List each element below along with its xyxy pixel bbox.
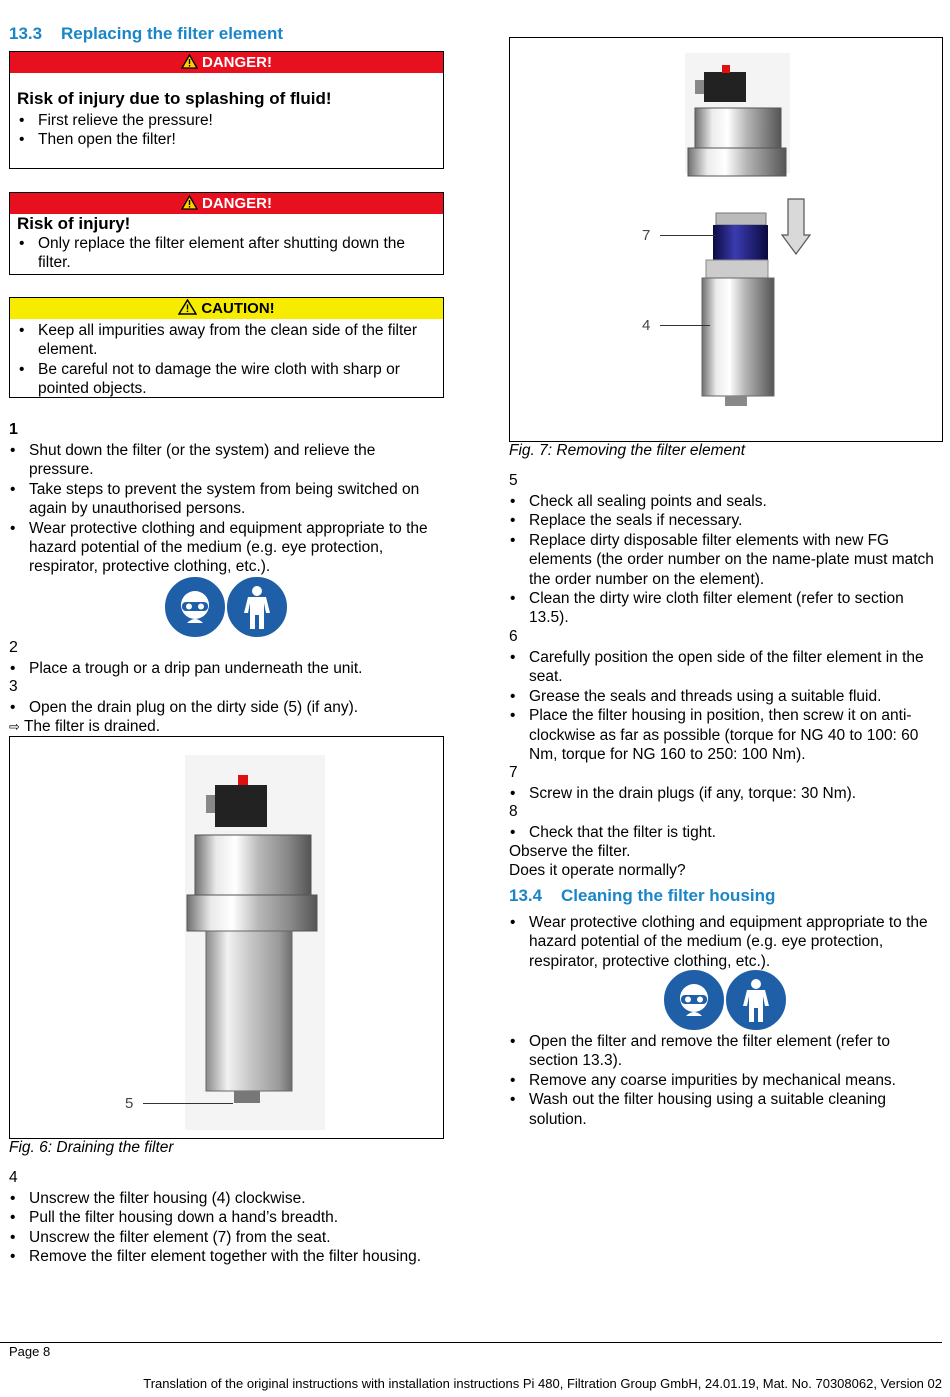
callout-7: 7 xyxy=(642,227,651,244)
ppe-pictograms xyxy=(165,577,287,637)
step-2-list xyxy=(8,659,440,678)
step-number: 5 xyxy=(509,472,518,489)
list-item: • Clean the dirty wire cloth filter element (refer to section 13.5). xyxy=(508,589,940,628)
section-number: 13.3 xyxy=(9,24,43,43)
list-item: • Grease the seals and threads using a suitable fluid. xyxy=(508,687,940,706)
list-item: • Be careful not to damage the wire cloth with sharp or pointed objects. xyxy=(17,360,432,399)
figure-caption: Fig. 6: Draining the filter xyxy=(9,1139,174,1156)
list-item: • Wear protective clothing and equipment appropriate to the hazard potential of the medium (e.g. eye protection, respirator, protective clothing, etc.). xyxy=(508,913,940,971)
callout-leader xyxy=(660,235,716,236)
section-heading-13-3 xyxy=(9,24,283,44)
list-item: • Wear protective clothing and equipment appropriate to the hazard potential of the medium (e.g. eye protection, respirator, protective clothing, etc.). xyxy=(8,519,440,577)
eye-protection-icon xyxy=(664,970,724,1030)
figure-removing-element xyxy=(509,37,943,442)
step-note: Does it operate normally? xyxy=(509,862,686,879)
step-8-list xyxy=(508,823,940,842)
list-item: • Replace dirty disposable filter elements with new FG elements (the order number on the name-plate must match the order number on the element). xyxy=(508,531,940,589)
list-item: • First relieve the pressure! xyxy=(17,111,443,130)
caution-list xyxy=(17,321,432,399)
caution-bar xyxy=(10,298,443,319)
warning-triangle-icon xyxy=(181,54,198,69)
step-number: 1 xyxy=(9,421,18,438)
step-1-list xyxy=(8,441,440,577)
list-item: • Check that the filter is tight. xyxy=(508,823,940,842)
step-6-list xyxy=(508,648,940,764)
danger-bar xyxy=(10,52,443,73)
filter-drain-illustration xyxy=(10,737,443,1138)
list-item: • Open the drain plug on the dirty side (5) (if any). xyxy=(8,698,440,717)
list-item: • Remove the filter element together with the filter housing. xyxy=(8,1247,440,1266)
section-title: Cleaning the filter housing xyxy=(561,886,776,905)
section-title: Replacing the filter element xyxy=(61,24,283,43)
protective-clothing-icon xyxy=(227,577,287,637)
figure-caption: Fig. 7: Removing the filter element xyxy=(509,442,746,459)
warning-triangle-icon xyxy=(181,195,198,210)
eye-protection-icon xyxy=(165,577,225,637)
list-item: • Place a trough or a drip pan underneath the unit. xyxy=(8,659,440,678)
danger-label: DANGER! xyxy=(202,54,272,71)
danger-heading: Risk of injury! xyxy=(17,214,131,233)
caution-notice xyxy=(9,297,444,398)
list-item: • Wash out the filter housing using a suitable cleaning solution. xyxy=(508,1090,940,1129)
step-4-list xyxy=(8,1189,440,1267)
footer-note: Translation of the original instructions with installation instructions Pi 480, Filtration Group GmbH, 24.01.19, Mat. No. 70308062, Version 02 xyxy=(143,1376,942,1391)
step-number: 7 xyxy=(509,764,518,781)
step-note: Observe the filter. xyxy=(509,843,631,860)
list-item: • Replace the seals if necessary. xyxy=(508,511,940,530)
danger-heading: Risk of injury due to splashing of fluid! xyxy=(17,89,332,108)
ppe-pictograms xyxy=(664,970,786,1030)
result-text: The filter is drained. xyxy=(23,718,161,735)
list-item: • Then open the filter! xyxy=(17,130,443,149)
page-number: Page 8 xyxy=(9,1344,51,1359)
callout-leader xyxy=(660,325,710,326)
list-item: • Keep all impurities away from the clean side of the filter element. xyxy=(17,321,432,360)
callout-leader xyxy=(143,1103,233,1104)
step-number: 4 xyxy=(9,1169,18,1186)
step-5-list xyxy=(508,492,940,628)
warning-triangle-icon xyxy=(178,299,197,315)
danger-list xyxy=(17,234,432,273)
list-item: • Open the filter and remove the filter element (refer to section 13.3). xyxy=(508,1032,940,1071)
step-number: 2 xyxy=(9,639,18,656)
step-3-list xyxy=(8,698,440,717)
list-item: • Unscrew the filter housing (4) clockwise. xyxy=(8,1189,440,1208)
list-item: • Pull the filter housing down a hand’s breadth. xyxy=(8,1208,440,1227)
step-result xyxy=(9,717,160,736)
callout-4: 4 xyxy=(642,317,651,334)
callout-5: 5 xyxy=(125,1095,134,1112)
caution-label: CAUTION! xyxy=(201,300,275,317)
list-item: • Remove any coarse impurities by mechanical means. xyxy=(508,1071,940,1090)
danger-notice-injury xyxy=(9,192,444,275)
filter-removal-illustration xyxy=(510,38,942,441)
list-item: • Unscrew the filter element (7) from the seat. xyxy=(8,1228,440,1247)
footer-divider xyxy=(0,1342,942,1343)
list-item: • Only replace the filter element after shutting down the filter. xyxy=(17,234,432,273)
step-number: 3 xyxy=(9,678,18,695)
step-number: 8 xyxy=(509,803,518,820)
danger-notice-splashing xyxy=(9,51,444,169)
result-arrow-icon: ⇨ xyxy=(9,719,20,734)
step-7-list xyxy=(508,784,940,803)
section-13-4-intro-list xyxy=(508,913,940,971)
section-heading-13-4 xyxy=(509,886,775,906)
danger-label: DANGER! xyxy=(202,195,272,212)
list-item: • Shut down the filter (or the system) and relieve the pressure. xyxy=(8,441,440,480)
step-number: 6 xyxy=(509,628,518,645)
section-13-4-list xyxy=(508,1032,940,1129)
danger-bar xyxy=(10,193,443,214)
figure-draining-filter xyxy=(9,736,444,1139)
list-item: • Screw in the drain plugs (if any, torque: 30 Nm). xyxy=(508,784,940,803)
section-number: 13.4 xyxy=(509,886,543,905)
list-item: • Check all sealing points and seals. xyxy=(508,492,940,511)
list-item: • Take steps to prevent the system from being switched on again by unauthorised persons. xyxy=(8,480,440,519)
list-item: • Place the filter housing in position, then screw it on anti-clockwise as far as possible (torque for NG 40 to 100: 60 Nm, torque for NG 160 to 250: 100 Nm). xyxy=(508,706,940,764)
danger-list xyxy=(17,111,443,150)
list-item: • Carefully position the open side of the filter element in the seat. xyxy=(508,648,940,687)
protective-clothing-icon xyxy=(726,970,786,1030)
